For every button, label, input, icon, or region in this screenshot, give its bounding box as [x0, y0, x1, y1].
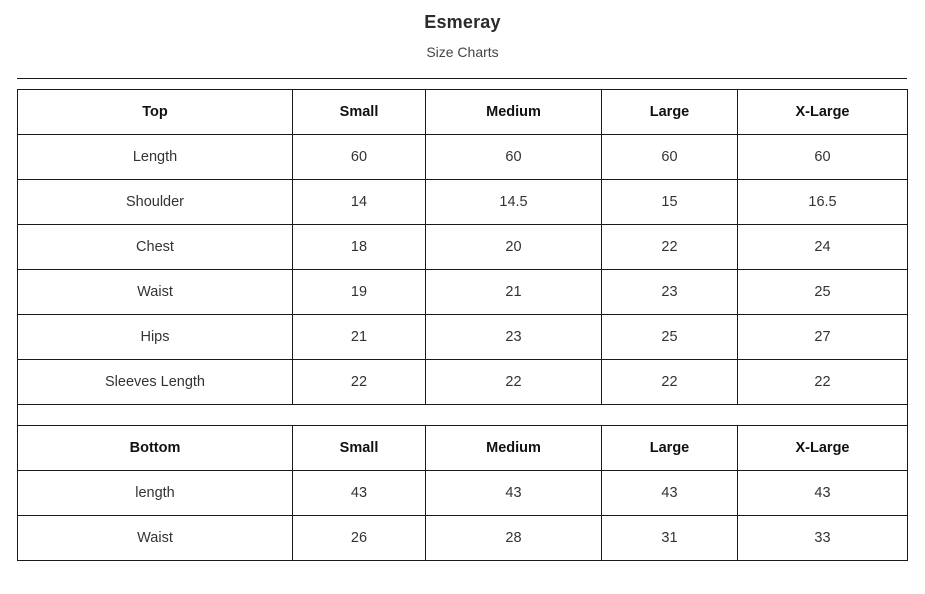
table-cell: 60 [738, 135, 908, 180]
table-cell: 23 [602, 270, 738, 315]
table-cell: 23 [426, 315, 602, 360]
table-row [18, 180, 908, 225]
table-row [18, 471, 908, 516]
header-cell-small: Small [293, 90, 426, 135]
table-cell: 25 [602, 315, 738, 360]
table-row [18, 360, 908, 405]
table-cell: 22 [293, 360, 426, 405]
table-cell: 22 [602, 225, 738, 270]
table-cell: 16.5 [738, 180, 908, 225]
spacer-cell [18, 405, 908, 426]
table-row [18, 315, 908, 360]
size-chart-table [17, 89, 908, 561]
table-cell: 28 [426, 516, 602, 561]
row-label: Chest [18, 225, 293, 270]
top-header-row [18, 90, 908, 135]
row-label: Waist [18, 516, 293, 561]
divider [17, 78, 907, 79]
table-cell: 21 [426, 270, 602, 315]
header-cell-medium: Medium [426, 90, 602, 135]
table-cell: 22 [738, 360, 908, 405]
table-cell: 22 [426, 360, 602, 405]
table-cell: 43 [738, 471, 908, 516]
table-cell: 22 [602, 360, 738, 405]
table-cell: 21 [293, 315, 426, 360]
row-label: Waist [18, 270, 293, 315]
table-cell: 25 [738, 270, 908, 315]
spacer-row [18, 405, 908, 426]
table-cell: 43 [602, 471, 738, 516]
table-cell: 26 [293, 516, 426, 561]
header-cell-medium: Medium [426, 426, 602, 471]
row-label: Hips [18, 315, 293, 360]
row-label: length [18, 471, 293, 516]
table-cell: 19 [293, 270, 426, 315]
bottom-header-row [18, 426, 908, 471]
table-cell: 18 [293, 225, 426, 270]
table-cell: 31 [602, 516, 738, 561]
table-row [18, 270, 908, 315]
header-cell-xlarge: X-Large [738, 90, 908, 135]
table-cell: 20 [426, 225, 602, 270]
table-row [18, 225, 908, 270]
page-subtitle: Size Charts [426, 44, 499, 60]
header-cell-xlarge: X-Large [738, 426, 908, 471]
row-label: Sleeves Length [18, 360, 293, 405]
table-cell: 14.5 [426, 180, 602, 225]
table-cell: 60 [602, 135, 738, 180]
row-label: Length [18, 135, 293, 180]
table-cell: 60 [426, 135, 602, 180]
page-title: Esmeray [424, 12, 501, 32]
row-label: Shoulder [18, 180, 293, 225]
table-cell: 33 [738, 516, 908, 561]
header-cell-large: Large [602, 90, 738, 135]
table-cell: 27 [738, 315, 908, 360]
table-cell: 43 [426, 471, 602, 516]
header-cell-section: Bottom [18, 426, 293, 471]
table-cell: 60 [293, 135, 426, 180]
table-cell: 43 [293, 471, 426, 516]
table-row [18, 516, 908, 561]
header-cell-section: Top [18, 90, 293, 135]
table-cell: 15 [602, 180, 738, 225]
table-cell: 24 [738, 225, 908, 270]
table-cell: 14 [293, 180, 426, 225]
header-cell-large: Large [602, 426, 738, 471]
header-cell-small: Small [293, 426, 426, 471]
table-row [18, 135, 908, 180]
